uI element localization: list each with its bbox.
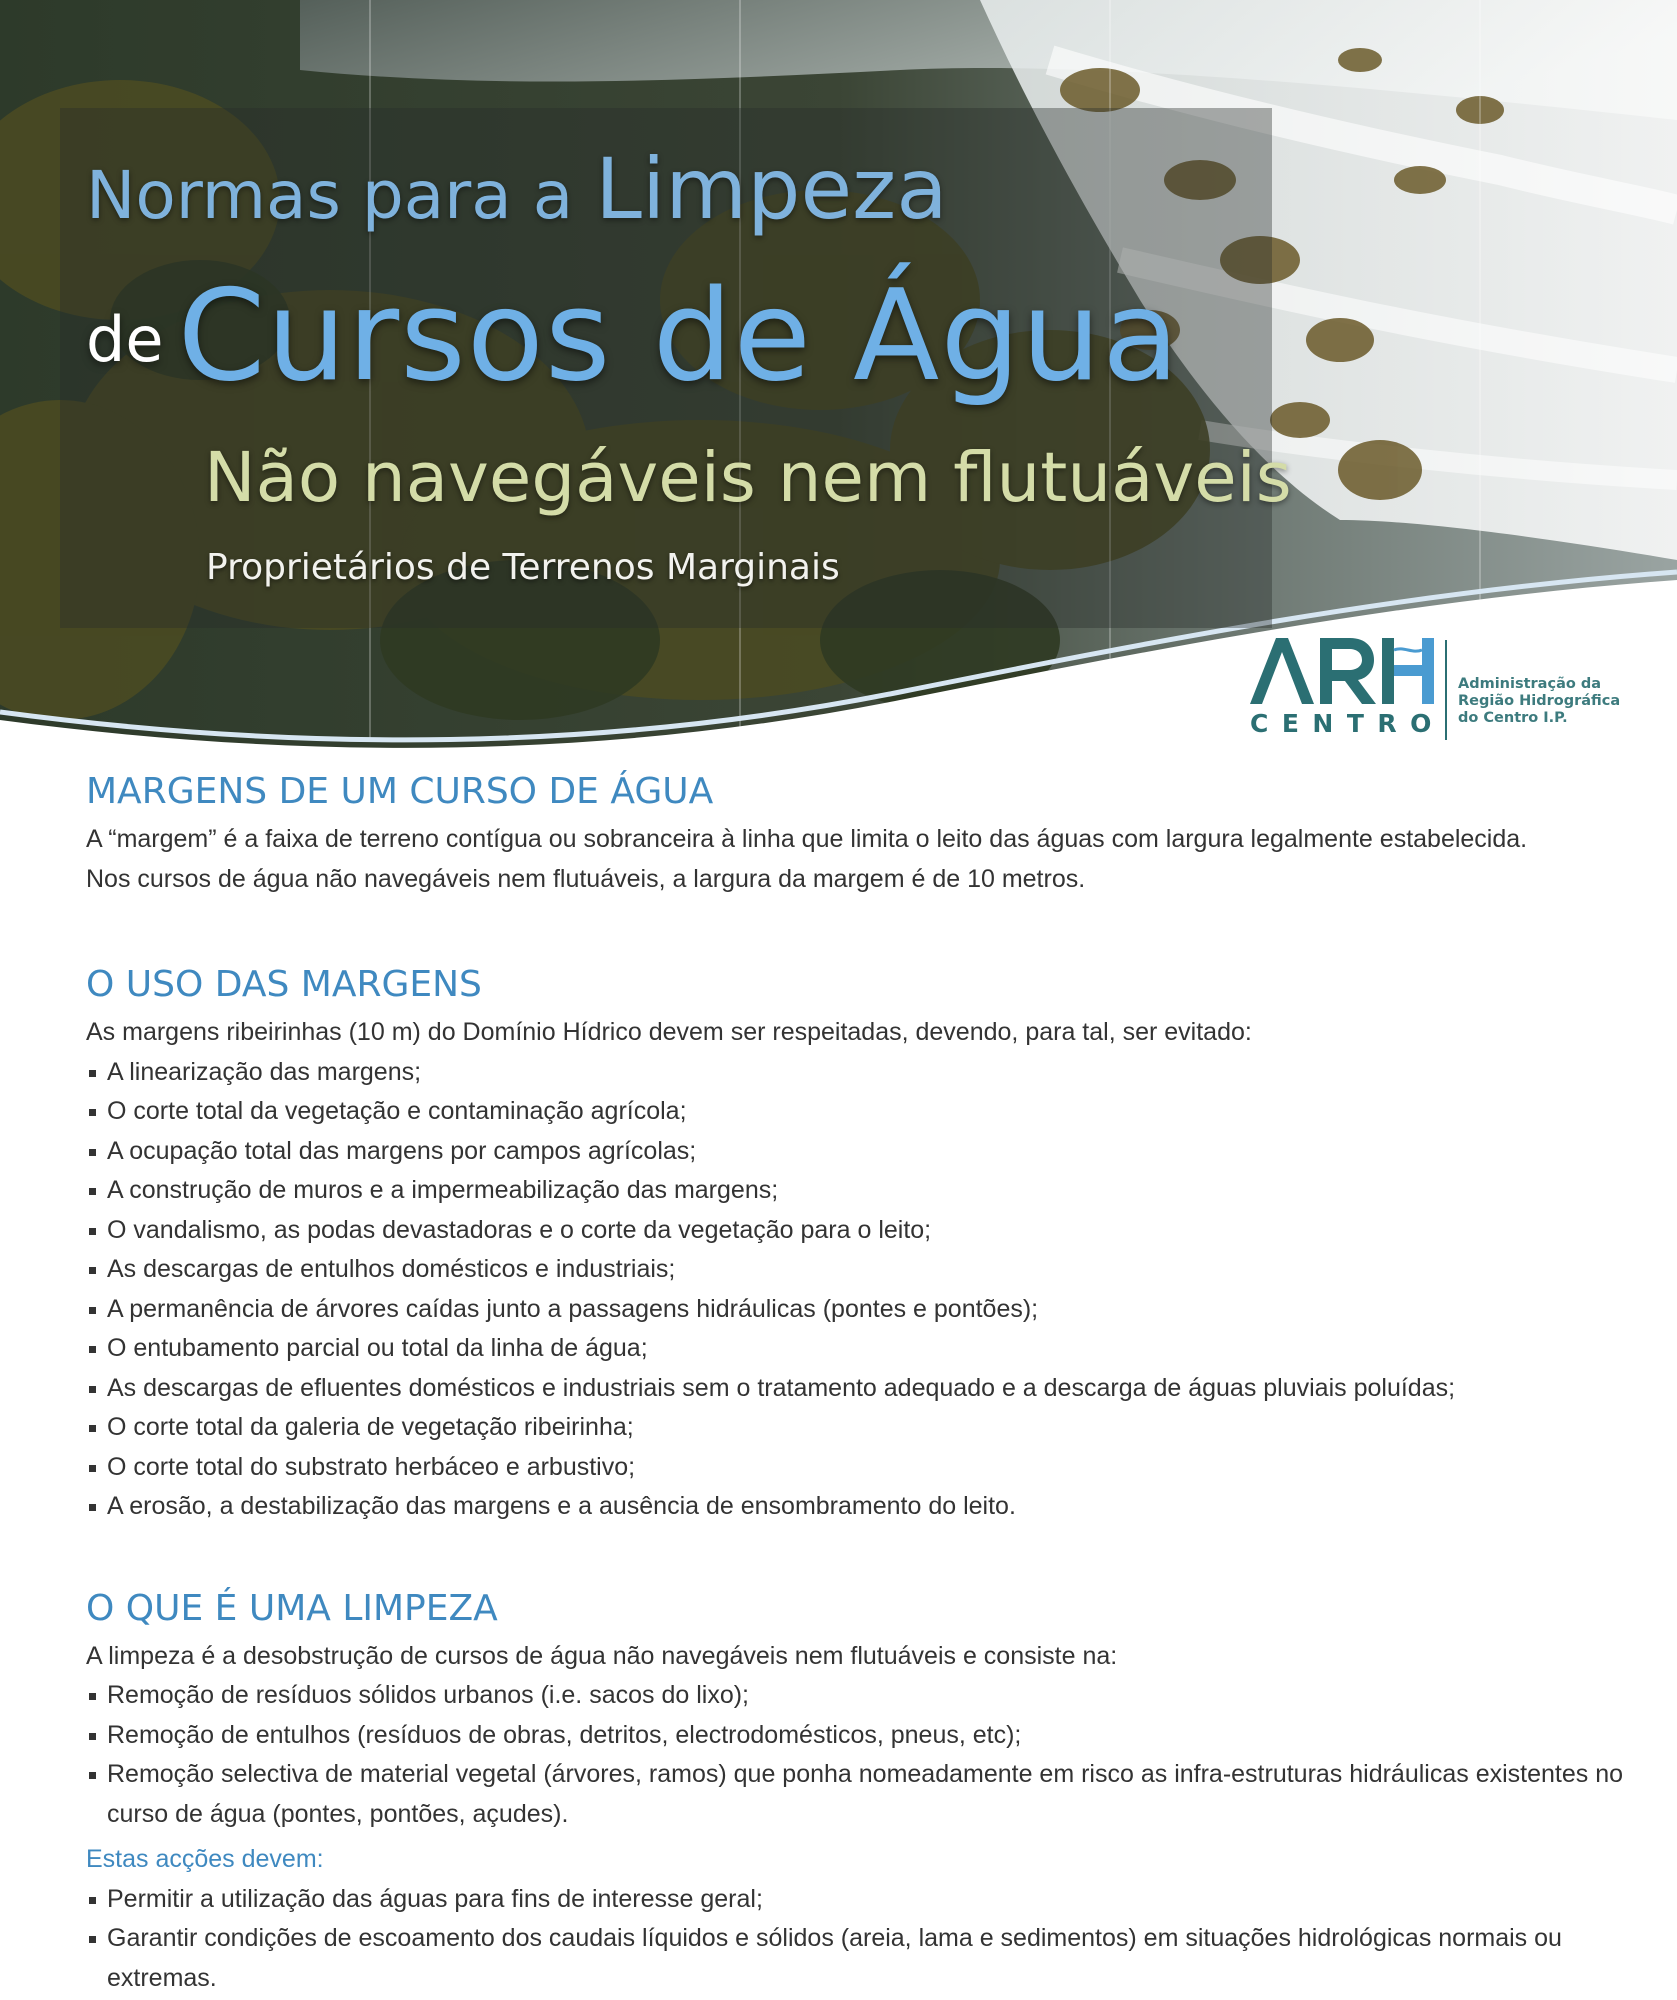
list-item: O corte total da vegetação e contaminação agrícola; (86, 1092, 1626, 1132)
logo-agency-name (1458, 676, 1620, 727)
subtitle-proprietarios: Proprietários de Terrenos Marginais (206, 547, 840, 588)
list-item: Permitir a utilização das águas para fins de interesse geral; (86, 1880, 1626, 1920)
list-item: Garantir condições de escoamento dos caudais líquidos e sólidos (areia, lama e sedimentos) em situações hidrológicas normais ou extremas. (86, 1919, 1626, 1998)
subtitle-nao-navegaveis: Não navegáveis nem flutuáveis (204, 438, 1292, 518)
logo-sub-line: do Centro I.P. (1458, 710, 1568, 726)
arh-centro-logo (1248, 632, 1648, 752)
title-de: de (86, 303, 164, 376)
logo-sub-line: Administração da (1458, 676, 1602, 692)
list-item: O entubamento parcial ou total da linha de água; (86, 1329, 1626, 1369)
section-title: O QUE É UMA LIMPEZA (86, 1587, 498, 1629)
list-item: A construção de muros e a impermeabilização das margens; (86, 1171, 1626, 1211)
title-limpeza: Limpeza (595, 140, 948, 238)
title-normas: Normas para a (86, 157, 574, 234)
list-item: A ocupação total das margens por campos agrícolas; (86, 1132, 1626, 1172)
list-item: Remoção de resíduos sólidos urbanos (i.e. sacos do lixo); (86, 1676, 1626, 1716)
logo-divider (1445, 640, 1447, 740)
paragraph: Nos cursos de água não navegáveis nem flutuáveis, a largura da margem é de 10 metros. (86, 864, 1086, 893)
section-limpeza (86, 1587, 1626, 1999)
title-line-1 (86, 140, 948, 238)
section-title: O USO DAS MARGENS (86, 964, 482, 1005)
title-cursos-de-agua: Cursos de Água (177, 262, 1181, 409)
document-body (86, 770, 1626, 1998)
logo-centro-text: CENTRO (1250, 709, 1445, 738)
paragraph: A limpeza é a desobstrução de cursos de água não navegáveis nem flutuáveis e consiste na: (86, 1641, 1118, 1670)
list-item: As descargas de entulhos domésticos e industriais; (86, 1250, 1626, 1290)
logo-sub-line: Região Hidrográfica (1458, 693, 1621, 709)
title-line-2 (86, 262, 1180, 409)
list-item: Remoção de entulhos (resíduos de obras, detritos, electrodomésticos, pneus, etc); (86, 1716, 1626, 1756)
list-item: O corte total do substrato herbáceo e arbustivo; (86, 1448, 1626, 1488)
section-uso-margens (86, 963, 1626, 1527)
list-item: O corte total da galeria de vegetação ribeirinha; (86, 1408, 1626, 1448)
list-item: As descargas de efluentes domésticos e industriais sem o tratamento adequado e a descarga de águas pluviais poluídas; (86, 1369, 1626, 1409)
list-item: A permanência de árvores caídas junto a passagens hidráulicas (pontes e pontões); (86, 1290, 1626, 1330)
list-item: A erosão, a destabilização das margens e a ausência de ensombramento do leito. (86, 1487, 1626, 1527)
paragraph: As margens ribeirinhas (10 m) do Domínio Hídrico devem ser respeitadas, devendo, para tal, ser evitado: (86, 1018, 1252, 1046)
arh-logo-mark (1248, 632, 1444, 710)
list-item: O vandalismo, as podas devastadoras e o corte da vegetação para o leito; (86, 1211, 1626, 1251)
actions-label: Estas acções devem: (86, 1845, 324, 1873)
section-margens (86, 770, 1626, 899)
list-item: Remoção selectiva de material vegetal (árvores, ramos) que ponha nomeadamente em risco as infra-estruturas hidráulicas existentes no curso de água (pontes, pontões, açudes). (86, 1755, 1626, 1834)
list-item: A linearização das margens; (86, 1053, 1626, 1093)
paragraph: A “margem” é a faixa de terreno contígua ou sobranceira à linha que limita o leito das águas com largura legalmente estabelecida. (86, 825, 1528, 853)
section-title: MARGENS DE UM CURSO DE ÁGUA (86, 771, 714, 812)
